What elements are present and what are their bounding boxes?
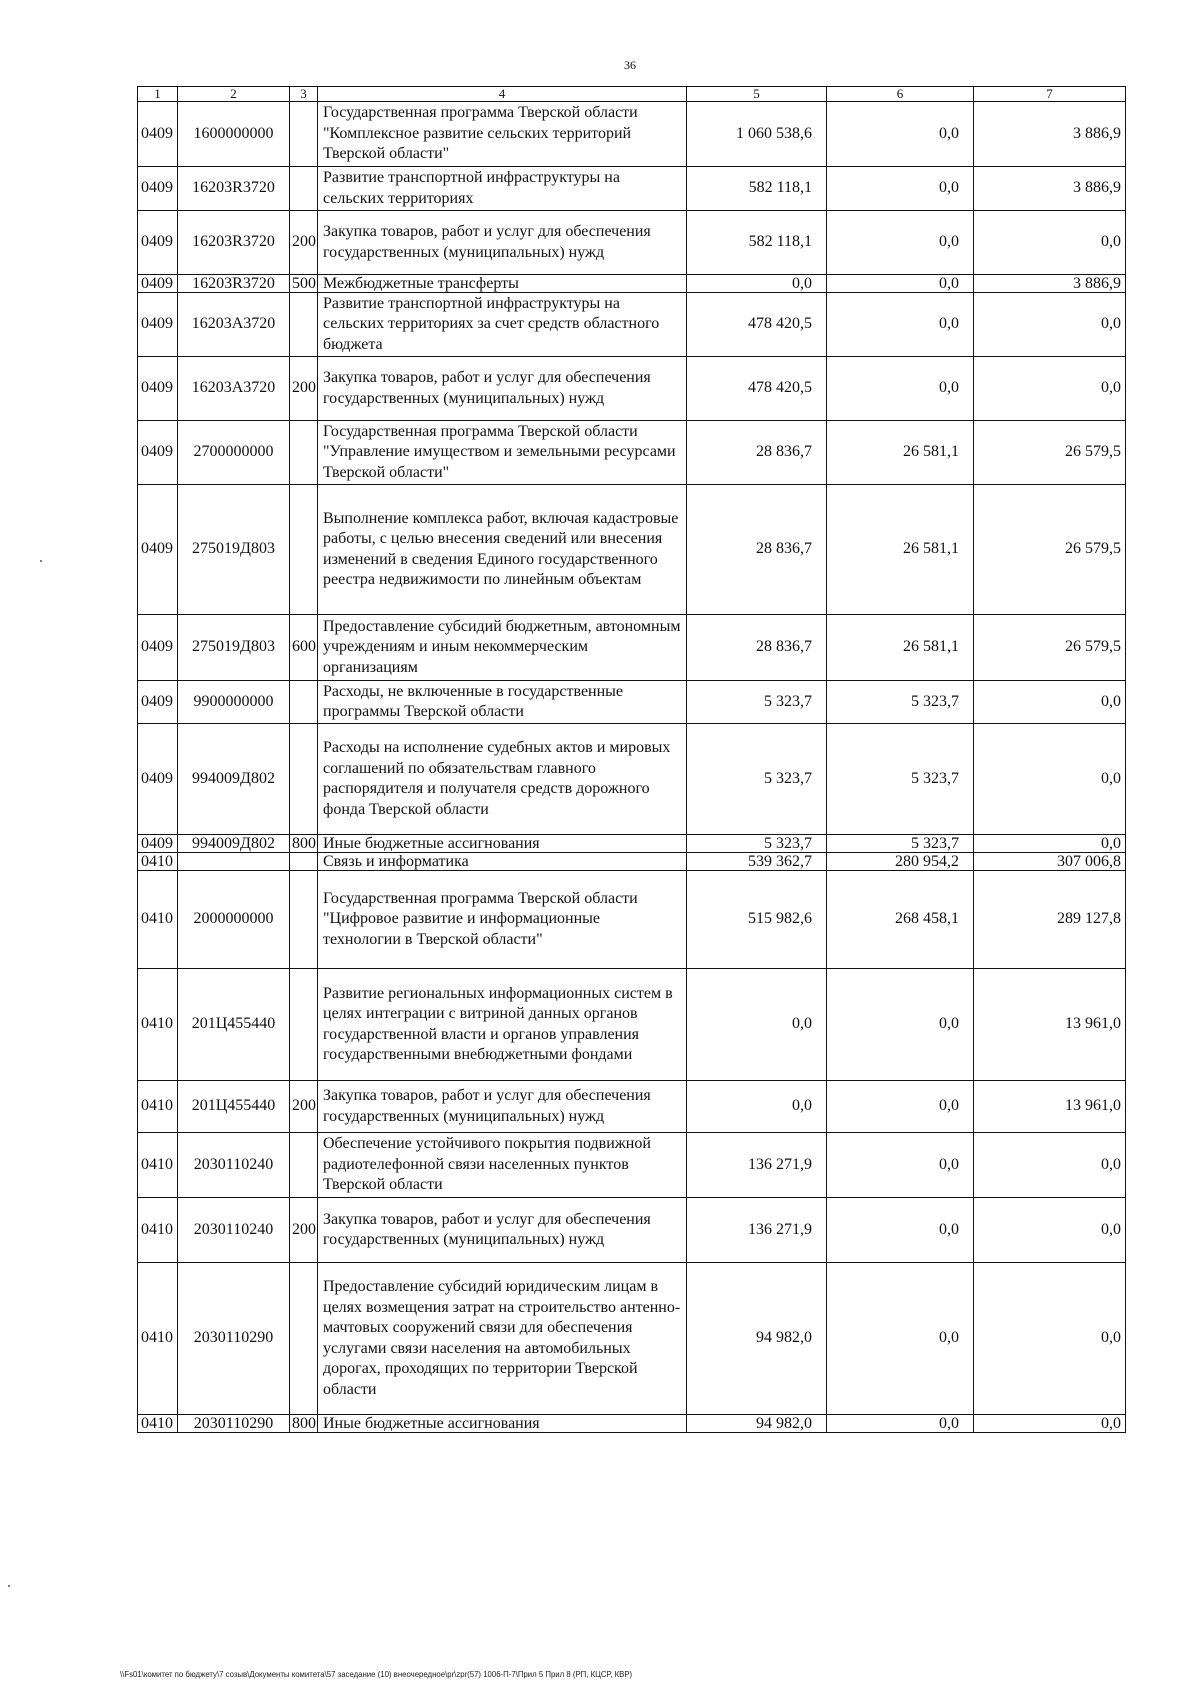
expense-type-code — [290, 293, 318, 357]
target-article-code: 2700000000 — [178, 421, 290, 485]
expense-type-code — [290, 421, 318, 485]
table-row — [138, 835, 1126, 853]
item-name: Иные бюджетные ассигнования — [318, 1415, 687, 1433]
column-header: 3 — [290, 87, 318, 102]
item-name: Государственная программа Тверской области "Комплексное развитие сельских территорий Тверской области" — [318, 102, 687, 167]
table-row — [138, 1198, 1126, 1263]
amount-col6: 268 458,1 — [827, 871, 974, 969]
amount-col7: 0,0 — [974, 1263, 1126, 1415]
table-row — [138, 1081, 1126, 1133]
section-code: 0410 — [138, 1198, 178, 1263]
amount-col5: 5 323,7 — [687, 724, 827, 835]
scan-speck — [8, 1585, 10, 1587]
item-name: Развитие транспортной инфраструктуры на сельских территориях — [318, 167, 687, 211]
table-row — [138, 293, 1126, 357]
table-row — [138, 681, 1126, 724]
section-code: 0409 — [138, 681, 178, 724]
table-row — [138, 275, 1126, 293]
column-number-row — [138, 87, 1126, 102]
expense-type-code: 600 — [290, 615, 318, 681]
column-header: 6 — [827, 87, 974, 102]
item-name: Выполнение комплекса работ, включая кадастровые работы, с целью внесения сведений или внесения изменений в сведения Единого государственного реестра недвижимости по линейным объектам — [318, 485, 687, 615]
target-article-code: 1600000000 — [178, 102, 290, 167]
amount-col5: 28 836,7 — [687, 485, 827, 615]
section-code: 0409 — [138, 357, 178, 421]
amount-col5: 0,0 — [687, 275, 827, 293]
amount-col6: 0,0 — [827, 102, 974, 167]
target-article-code: 2030110240 — [178, 1133, 290, 1198]
expense-type-code: 500 — [290, 275, 318, 293]
amount-col6: 5 323,7 — [827, 835, 974, 853]
amount-col5: 94 982,0 — [687, 1415, 827, 1433]
target-article-code: 201Ц455440 — [178, 1081, 290, 1133]
amount-col6: 0,0 — [827, 1198, 974, 1263]
amount-col6: 0,0 — [827, 293, 974, 357]
amount-col6: 0,0 — [827, 1081, 974, 1133]
target-article-code: 16203R3720 — [178, 167, 290, 211]
column-header: 1 — [138, 87, 178, 102]
target-article-code: 201Ц455440 — [178, 969, 290, 1081]
section-code: 0409 — [138, 275, 178, 293]
expense-type-code: 200 — [290, 1198, 318, 1263]
section-code: 0410 — [138, 1415, 178, 1433]
item-name: Государственная программа Тверской области "Управление имуществом и земельными ресурсами Тверской области" — [318, 421, 687, 485]
amount-col7: 0,0 — [974, 724, 1126, 835]
target-article-code: 2000000000 — [178, 871, 290, 969]
expense-type-code: 200 — [290, 357, 318, 421]
section-code: 0410 — [138, 871, 178, 969]
table-row — [138, 1133, 1126, 1198]
section-code: 0409 — [138, 835, 178, 853]
section-code: 0409 — [138, 485, 178, 615]
amount-col7: 26 579,5 — [974, 615, 1126, 681]
amount-col5: 478 420,5 — [687, 357, 827, 421]
target-article-code: 16203А3720 — [178, 293, 290, 357]
amount-col7: 3 886,9 — [974, 167, 1126, 211]
item-name: Развитие региональных информационных систем в целях интеграции с витриной данных органов государственной власти и органов управления государственными внебюджетными фондами — [318, 969, 687, 1081]
section-code: 0410 — [138, 1263, 178, 1415]
item-name: Расходы, не включенные в государственные программы Тверской области — [318, 681, 687, 724]
table-row — [138, 871, 1126, 969]
table-row — [138, 853, 1126, 871]
target-article-code: 2030110290 — [178, 1263, 290, 1415]
table-row — [138, 167, 1126, 211]
amount-col7: 13 961,0 — [974, 969, 1126, 1081]
target-article-code: 16203А3720 — [178, 357, 290, 421]
amount-col5: 0,0 — [687, 969, 827, 1081]
target-article-code: 275019Д803 — [178, 485, 290, 615]
section-code: 0410 — [138, 969, 178, 1081]
amount-col6: 0,0 — [827, 1263, 974, 1415]
target-article-code — [178, 853, 290, 871]
amount-col7: 26 579,5 — [974, 485, 1126, 615]
item-name: Расходы на исполнение судебных актов и мировых соглашений по обязательствам главного распорядителя и получателя средств дорожного фонда Тверской области — [318, 724, 687, 835]
amount-col6: 26 581,1 — [827, 421, 974, 485]
expense-type-code — [290, 102, 318, 167]
amount-col6: 5 323,7 — [827, 724, 974, 835]
amount-col6: 0,0 — [827, 1133, 974, 1198]
amount-col5: 478 420,5 — [687, 293, 827, 357]
item-name: Предоставление субсидий юридическим лицам в целях возмещения затрат на строительство антенно-мачтовых сооружений связи для обеспечения услугами связи населения на автомобильных дорогах, проходящих по территории Тверской области — [318, 1263, 687, 1415]
amount-col7: 26 579,5 — [974, 421, 1126, 485]
target-article-code: 275019Д803 — [178, 615, 290, 681]
amount-col7: 0,0 — [974, 1198, 1126, 1263]
expense-type-code — [290, 681, 318, 724]
target-article-code: 16203R3720 — [178, 275, 290, 293]
amount-col5: 28 836,7 — [687, 615, 827, 681]
amount-col7: 0,0 — [974, 1415, 1126, 1433]
table-row — [138, 421, 1126, 485]
section-code: 0409 — [138, 293, 178, 357]
table-row — [138, 102, 1126, 167]
expense-type-code — [290, 969, 318, 1081]
item-name: Предоставление субсидий бюджетным, автономным учреждениям и иным некоммерческим организациям — [318, 615, 687, 681]
amount-col5: 5 323,7 — [687, 835, 827, 853]
section-code: 0410 — [138, 1133, 178, 1198]
amount-col5: 1 060 538,6 — [687, 102, 827, 167]
amount-col6: 0,0 — [827, 167, 974, 211]
amount-col7: 0,0 — [974, 357, 1126, 421]
target-article-code: 994009Д802 — [178, 835, 290, 853]
amount-col5: 582 118,1 — [687, 167, 827, 211]
amount-col7: 289 127,8 — [974, 871, 1126, 969]
amount-col6: 26 581,1 — [827, 615, 974, 681]
expense-type-code: 200 — [290, 1081, 318, 1133]
amount-col7: 0,0 — [974, 1133, 1126, 1198]
amount-col7: 3 886,9 — [974, 102, 1126, 167]
item-name: Развитие транспортной инфраструктуры на сельских территориях за счет средств областного бюджета — [318, 293, 687, 357]
amount-col6: 26 581,1 — [827, 485, 974, 615]
section-code: 0409 — [138, 102, 178, 167]
section-code: 0409 — [138, 724, 178, 835]
amount-col6: 0,0 — [827, 357, 974, 421]
item-name: Связь и информатика — [318, 853, 687, 871]
item-name: Закупка товаров, работ и услуг для обеспечения государственных (муниципальных) нужд — [318, 211, 687, 275]
table-row — [138, 211, 1126, 275]
item-name: Обеспечение устойчивого покрытия подвижной радиотелефонной связи населенных пунктов Тверской области — [318, 1133, 687, 1198]
section-code: 0409 — [138, 615, 178, 681]
expense-type-code — [290, 485, 318, 615]
budget-table — [137, 86, 1126, 1433]
amount-col6: 0,0 — [827, 969, 974, 1081]
section-code: 0410 — [138, 1081, 178, 1133]
table-row — [138, 1415, 1126, 1433]
expense-type-code — [290, 1263, 318, 1415]
target-article-code: 9900000000 — [178, 681, 290, 724]
amount-col5: 515 982,6 — [687, 871, 827, 969]
expense-type-code — [290, 724, 318, 835]
expense-type-code: 800 — [290, 835, 318, 853]
target-article-code: 994009Д802 — [178, 724, 290, 835]
target-article-code: 2030110290 — [178, 1415, 290, 1433]
expense-type-code: 800 — [290, 1415, 318, 1433]
amount-col7: 3 886,9 — [974, 275, 1126, 293]
amount-col5: 582 118,1 — [687, 211, 827, 275]
page-number: 36 — [624, 58, 636, 72]
expense-type-code — [290, 1133, 318, 1198]
expense-type-code: 200 — [290, 211, 318, 275]
item-name: Межбюджетные трансферты — [318, 275, 687, 293]
table-row — [138, 1263, 1126, 1415]
expense-type-code — [290, 167, 318, 211]
amount-col5: 0,0 — [687, 1081, 827, 1133]
amount-col6: 0,0 — [827, 1415, 974, 1433]
section-code: 0409 — [138, 167, 178, 211]
amount-col7: 0,0 — [974, 681, 1126, 724]
item-name: Иные бюджетные ассигнования — [318, 835, 687, 853]
section-code: 0409 — [138, 211, 178, 275]
amount-col6: 0,0 — [827, 275, 974, 293]
expense-type-code — [290, 853, 318, 871]
item-name: Закупка товаров, работ и услуг для обеспечения государственных (муниципальных) нужд — [318, 1198, 687, 1263]
file-path-footer: \\Fs01\комитет по бюджету\7 созыв\Документы комитета\57 заседание (10) внеочередное\pr\zpr(57) 1006-П-7\Прил 5 Прил 8 (РП, КЦСР, КВР) — [120, 1670, 633, 1679]
item-name: Закупка товаров, работ и услуг для обеспечения государственных (муниципальных) нужд — [318, 357, 687, 421]
table-row — [138, 969, 1126, 1081]
column-header: 4 — [318, 87, 687, 102]
amount-col7: 0,0 — [974, 211, 1126, 275]
amount-col6: 0,0 — [827, 211, 974, 275]
amount-col5: 5 323,7 — [687, 681, 827, 724]
expense-type-code — [290, 871, 318, 969]
target-article-code: 16203R3720 — [178, 211, 290, 275]
amount-col5: 136 271,9 — [687, 1198, 827, 1263]
table-row — [138, 485, 1126, 615]
amount-col6: 280 954,2 — [827, 853, 974, 871]
section-code: 0410 — [138, 853, 178, 871]
column-header: 7 — [974, 87, 1126, 102]
amount-col6: 5 323,7 — [827, 681, 974, 724]
amount-col7: 0,0 — [974, 835, 1126, 853]
section-code: 0409 — [138, 421, 178, 485]
amount-col7: 13 961,0 — [974, 1081, 1126, 1133]
table-row — [138, 724, 1126, 835]
amount-col5: 136 271,9 — [687, 1133, 827, 1198]
column-header: 2 — [178, 87, 290, 102]
table-row — [138, 357, 1126, 421]
scan-speck — [40, 560, 42, 562]
item-name: Государственная программа Тверской области "Цифровое развитие и информационные технологии в Тверской области" — [318, 871, 687, 969]
amount-col7: 307 006,8 — [974, 853, 1126, 871]
amount-col5: 94 982,0 — [687, 1263, 827, 1415]
amount-col5: 28 836,7 — [687, 421, 827, 485]
target-article-code: 2030110240 — [178, 1198, 290, 1263]
column-header: 5 — [687, 87, 827, 102]
amount-col5: 539 362,7 — [687, 853, 827, 871]
amount-col7: 0,0 — [974, 293, 1126, 357]
table-row — [138, 615, 1126, 681]
item-name: Закупка товаров, работ и услуг для обеспечения государственных (муниципальных) нужд — [318, 1081, 687, 1133]
